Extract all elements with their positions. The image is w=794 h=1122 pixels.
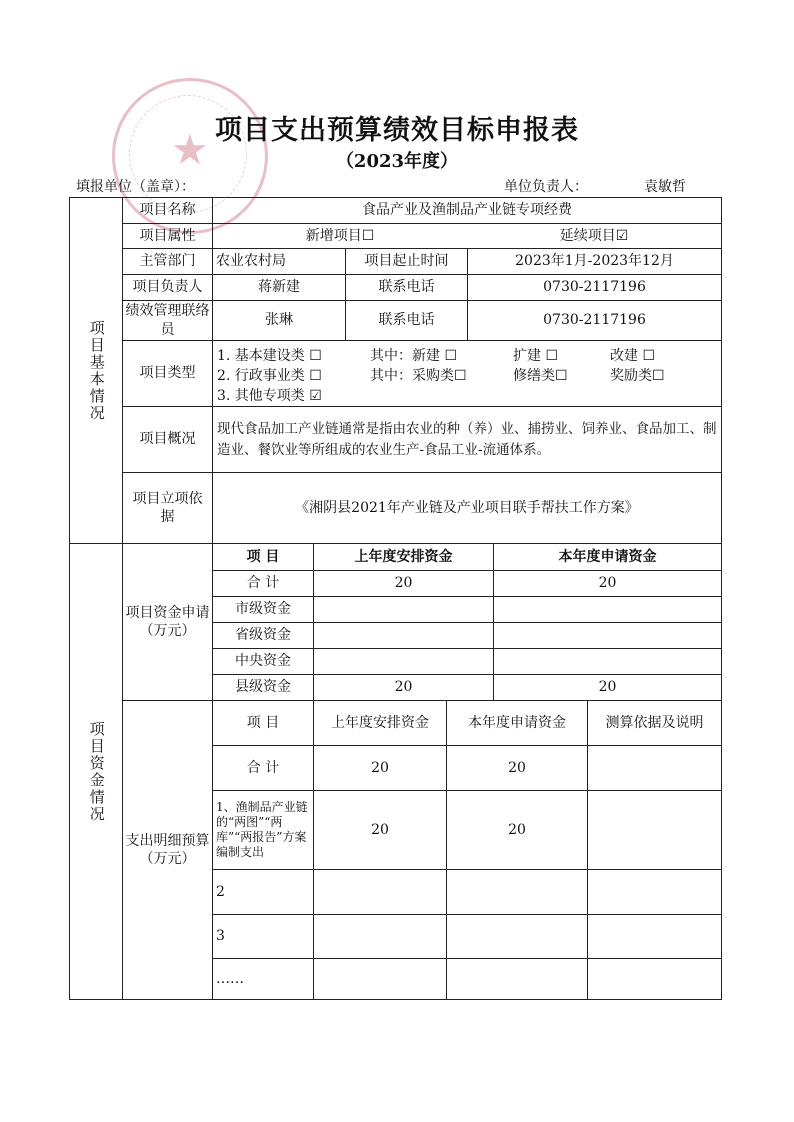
apply-row-this <box>494 597 721 622</box>
unit-head-name: 袁敏哲 <box>644 179 686 195</box>
attr-new-checkbox: 新增项目☐ <box>305 227 375 244</box>
type-option: 奖励类☐ <box>610 368 665 384</box>
unit-head-label: 单位负责人： <box>504 179 588 195</box>
type-option: 改建 ☐ <box>610 348 656 364</box>
detail-row-last <box>314 959 446 999</box>
apply-row-this: 20 <box>598 575 617 592</box>
table-border-bottom <box>69 999 722 1000</box>
detail-row-last: 20 <box>371 759 389 776</box>
apply-header-item: 项 目 <box>246 548 280 565</box>
leader-phone-label: 联系电话 <box>378 279 435 296</box>
detail-row-item: …… <box>216 970 244 987</box>
col-line <box>122 197 123 1000</box>
perf-phone-value: 0730-2117196 <box>543 312 646 329</box>
detail-row-last <box>314 915 446 958</box>
detail-row-note <box>588 746 721 790</box>
detail-row-note <box>588 870 721 914</box>
detail-header-note: 测算依据及说明 <box>605 714 704 731</box>
project-name-label: 项目名称 <box>139 202 196 219</box>
detail-row-this <box>447 959 587 999</box>
overview-label: 项目概况 <box>139 431 196 448</box>
project-type-label: 项目类型 <box>139 365 196 382</box>
apply-row-this <box>494 649 721 674</box>
apply-row-last <box>314 649 493 674</box>
project-name-value: 食品产业及渔制品产业链专项经费 <box>362 202 572 219</box>
type-option: 2. 行政事业类 ☐ <box>217 368 322 384</box>
detail-row-note <box>588 915 721 958</box>
apply-header-last: 上年度安排资金 <box>354 548 453 565</box>
perf-contact-label: 绩效管理联络员 <box>125 303 210 338</box>
apply-row-item: 中央资金 <box>235 653 291 670</box>
basis-label: 项目立项依据 <box>132 490 203 525</box>
leader-phone-value: 0730-2117196 <box>543 279 646 296</box>
table-border-right <box>721 197 722 1000</box>
project-attr-label: 项目属性 <box>139 227 196 244</box>
detail-row-last <box>314 870 446 914</box>
detail-header-this: 本年度申请资金 <box>468 714 566 731</box>
leader-value: 蒋新建 <box>258 279 300 296</box>
type-option: 修缮类☐ <box>513 368 568 384</box>
period-label: 项目起止时间 <box>364 253 449 270</box>
detail-row-last: 20 <box>371 821 389 838</box>
apply-header-this: 本年度申请资金 <box>558 548 657 565</box>
apply-row-last <box>314 623 493 648</box>
detail-row-item: 1、渔制品产业链的“两图”“两库”“两报告”方案编制支出 <box>216 800 308 859</box>
detail-row-this <box>447 870 587 914</box>
detail-row-this: 20 <box>508 759 526 776</box>
type-option: 1. 基本建设类 ☐ <box>217 348 322 364</box>
fill-unit-label: 填报单位（盖章）： <box>76 179 195 195</box>
apply-row-item: 市级资金 <box>235 601 291 618</box>
apply-row-last: 20 <box>394 575 413 592</box>
dept-value: 农业农村局 <box>216 253 286 270</box>
apply-row-item: 合 计 <box>246 575 280 592</box>
detail-row-this: 20 <box>508 821 526 838</box>
detail-header-item: 项 目 <box>246 714 280 731</box>
type-option: 扩建 ☐ <box>513 348 559 364</box>
section-basic-label: 项目基本情况 <box>87 319 106 422</box>
apply-label: 项目资金申请（万元） <box>125 604 210 639</box>
seal-star-icon: ★ <box>171 125 209 174</box>
leader-label: 项目负责人 <box>132 279 203 296</box>
year-label: （2023年度） <box>335 151 459 172</box>
type-option: 其中：新建 ☐ <box>370 348 458 364</box>
detail-row-item: 2 <box>216 883 225 900</box>
apply-row-last <box>314 597 493 622</box>
apply-row-item: 县级资金 <box>235 679 291 696</box>
basis-text: 《湘阴县2021年产业链及产业项目联手帮扶工作方案》 <box>295 499 639 516</box>
detail-row-note <box>588 959 721 999</box>
dept-label: 主管部门 <box>139 253 196 270</box>
type-option: 3. 其他专项类 ☑ <box>217 388 322 404</box>
type-option: 其中：采购类☐ <box>370 368 467 384</box>
detail-row-note <box>588 791 721 869</box>
period-value: 2023年1月-2023年12月 <box>515 253 674 270</box>
apply-row-this <box>494 623 721 648</box>
page-title: 项目支出预算绩效目标申报表 <box>215 115 579 146</box>
attr-continue-checkbox: 延续项目☑ <box>559 227 629 244</box>
detail-row-item: 合 计 <box>246 759 280 776</box>
apply-row-last: 20 <box>394 679 413 696</box>
detail-row-item: 3 <box>216 928 225 945</box>
overview-text: 现代食品加工产业链通常是指由农业的种（养）业、捕捞业、饲养业、食品加工、制造业、餐饮业等所组成的农业生产-食品工业-流通体系。 <box>217 420 717 458</box>
perf-phone-label: 联系电话 <box>378 312 435 329</box>
apply-row-item: 省级资金 <box>235 627 291 644</box>
detail-label: 支出明细预算（万元） <box>125 832 210 867</box>
perf-contact-value: 张琳 <box>265 312 293 329</box>
detail-header-last: 上年度安排资金 <box>331 714 429 731</box>
apply-row-this: 20 <box>598 679 617 696</box>
detail-row-this <box>447 915 587 958</box>
section-funds-label: 项目资金情况 <box>87 720 106 823</box>
